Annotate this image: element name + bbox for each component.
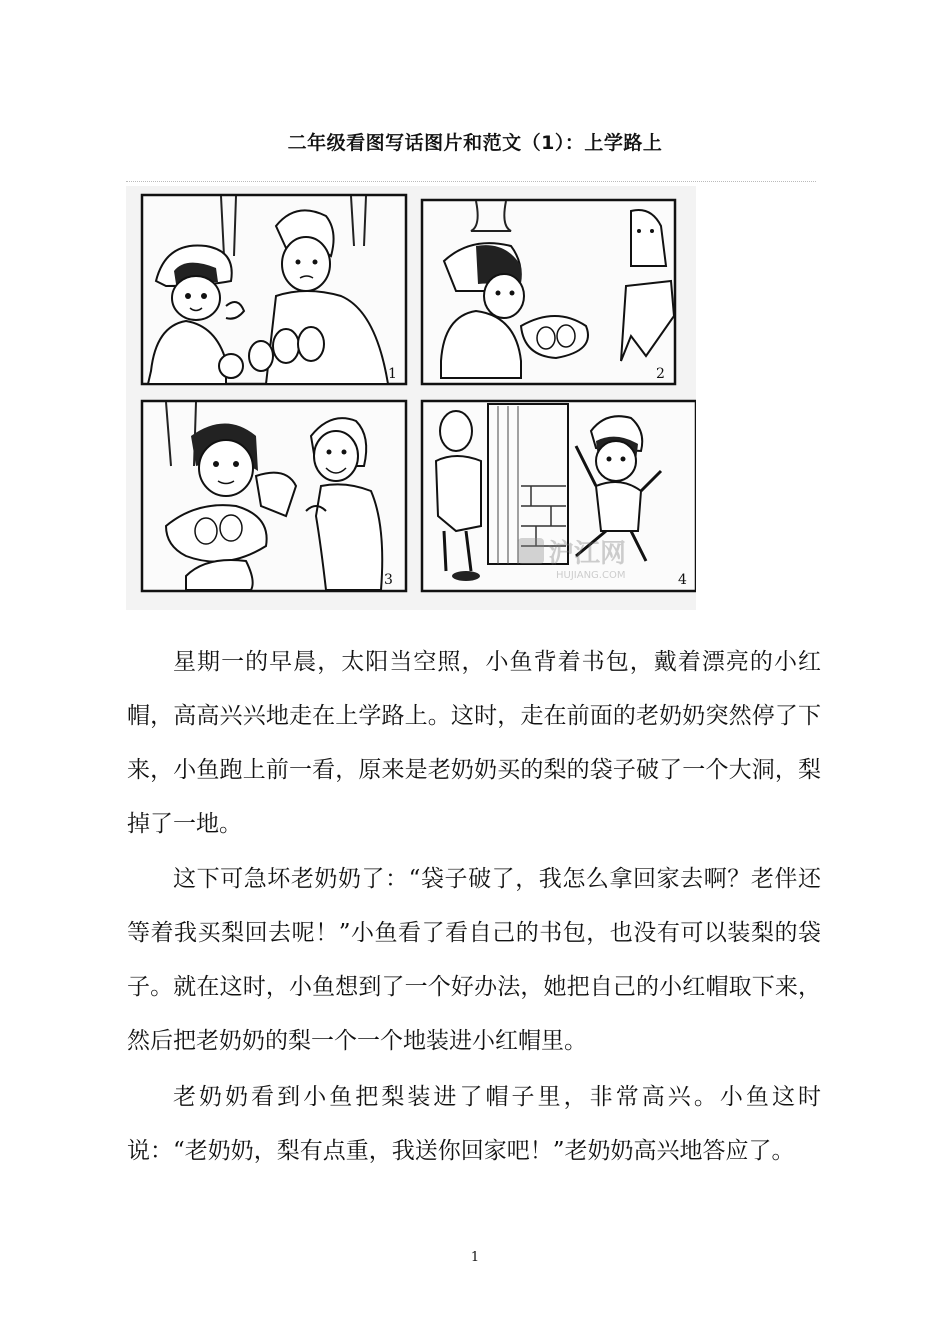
title-divider xyxy=(126,181,816,182)
comic-panel-1 xyxy=(142,195,406,384)
panel-number-1: 1 xyxy=(388,366,397,382)
comic-panel-4 xyxy=(422,401,696,591)
comic-panel-3 xyxy=(142,401,406,591)
page-title: 二年级看图写话图片和范文（1）：上学路上 xyxy=(287,132,663,154)
comic-panel-2 xyxy=(422,200,675,384)
watermark-text: 沪江网 xyxy=(548,539,627,569)
body-paragraph-2: 这下可急坏老奶奶了：“袋子破了，我怎么拿回家去啊？老伴还等着我买梨回去呢！”小鱼看了看自己的书包，也没有可以装梨的袋子。就在这时，小鱼想到了一个好办法，她把自己的小红帽取下来，然后把老奶奶的梨一个一个地装进小红帽里。 xyxy=(127,866,821,1054)
body-paragraph-3: 老奶奶看到小鱼把梨装进了帽子里，非常高兴。小鱼这时说：“老奶奶，梨有点重，我送你回家吧！”老奶奶高兴地答应了。 xyxy=(127,1084,821,1164)
watermark-subtext: HUJIANG.COM xyxy=(556,570,626,581)
panel-number-3: 3 xyxy=(384,572,393,588)
panel-number-2: 2 xyxy=(656,366,665,382)
panel-number-4: 4 xyxy=(678,572,687,588)
comic-illustration xyxy=(126,186,696,610)
page-number: 1 xyxy=(470,1250,480,1265)
body-paragraph-1: 星期一的早晨，太阳当空照，小鱼背着书包，戴着漂亮的小红帽，高高兴兴地走在上学路上。这时，走在前面的老奶奶突然停了下来，小鱼跑上前一看，原来是老奶奶买的梨的袋子破了一个大洞，梨掉了一地。 xyxy=(127,649,821,837)
